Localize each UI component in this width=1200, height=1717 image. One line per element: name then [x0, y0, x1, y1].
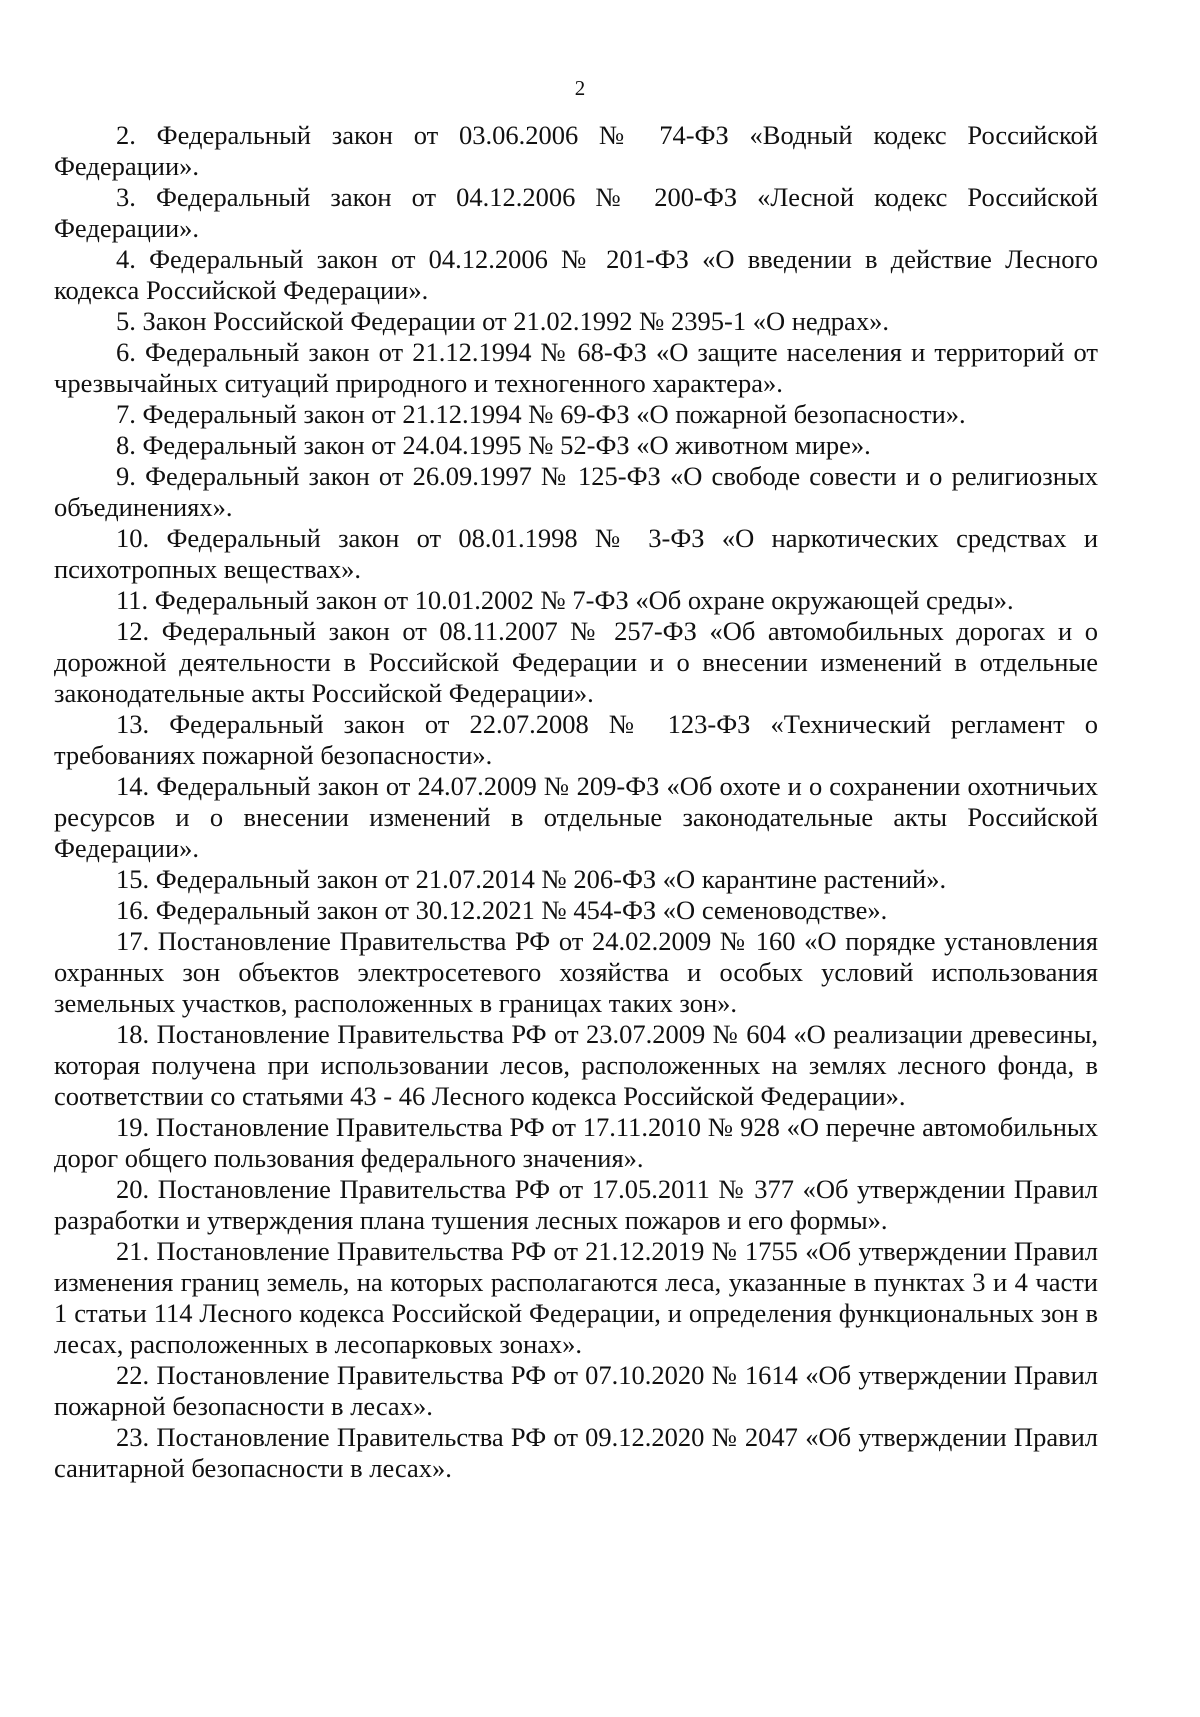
list-item-number: 5.: [116, 306, 136, 336]
list-item-number: 7.: [116, 399, 136, 429]
list-item-text: Федеральный закон от 21.07.2014 № 206-ФЗ «О карантине растений».: [155, 864, 947, 894]
list-item: [54, 895, 1098, 926]
list-item-number: 4.: [116, 244, 136, 274]
list-item-text: Федеральный закон от 04.12.2006 № 201-ФЗ «О введении в действие Лесного кодекса Российской Федерации».: [54, 244, 1099, 305]
list-item: [54, 709, 1098, 771]
list-item: [54, 523, 1098, 585]
list-item-number: 18.: [116, 1019, 150, 1049]
list-item: [54, 120, 1098, 182]
list-item-number: 15.: [116, 864, 150, 894]
list-item-number: 10.: [116, 523, 150, 553]
document-body: [54, 120, 1098, 1484]
list-item: [54, 1174, 1098, 1236]
list-item: [54, 430, 1098, 461]
list-item-number: 19.: [116, 1112, 150, 1142]
list-item: [54, 1236, 1098, 1360]
page-number: 2: [574, 76, 586, 100]
list-item-text: Федеральный закон от 26.09.1997 № 125-ФЗ «О свободе совести и о религиозных объединениях».: [54, 461, 1098, 522]
list-item-number: 6.: [116, 337, 136, 367]
list-item-text: Федеральный закон от 22.07.2008 № 123-ФЗ «Технический регламент о требованиях пожарной безопасности».: [54, 709, 1099, 770]
list-item: [54, 926, 1098, 1019]
list-item-text: Постановление Правительства РФ от 24.02.2009 № 160 «О порядке установления охранных зон объектов электросетевого хозяйства и особых условий использования земельных участков, расположенных в границах таких зон».: [54, 926, 1098, 1018]
list-item-number: 20.: [116, 1174, 150, 1204]
list-item-text: Постановление Правительства РФ от 09.12.2020 № 2047 «Об утверждении Правил санитарной безопасности в лесах».: [54, 1422, 1098, 1483]
list-item-number: 23.: [116, 1422, 150, 1452]
list-item: [54, 306, 1098, 337]
list-item-text: Постановление Правительства РФ от 17.05.2011 № 377 «Об утверждении Правил разработки и утверждения плана тушения лесных пожаров и его формы».: [54, 1174, 1099, 1235]
list-item: [54, 1112, 1098, 1174]
list-item-text: Федеральный закон от 24.04.1995 № 52-ФЗ «О животном мире».: [142, 430, 871, 460]
list-item-number: 13.: [116, 709, 150, 739]
list-item-number: 11.: [116, 585, 149, 615]
list-item-text: Федеральный закон от 04.12.2006 № 200-ФЗ «Лесной кодекс Российской Федерации».: [54, 182, 1098, 243]
list-item-text: Федеральный закон от 21.12.1994 № 69-ФЗ «О пожарной безопасности».: [142, 399, 966, 429]
list-item: [54, 771, 1098, 864]
list-item-number: 21.: [116, 1236, 150, 1266]
list-item-number: 8.: [116, 430, 136, 460]
list-item: [54, 1422, 1098, 1484]
list-item-number: 16.: [116, 895, 150, 925]
list-item-number: 17.: [116, 926, 150, 956]
list-item: [54, 461, 1098, 523]
list-item: [54, 585, 1098, 616]
list-item-text: Федеральный закон от 24.07.2009 № 209-ФЗ «Об охоте и о сохранении охотничьих ресурсов и о внесении изменений в отдельные законодательные акты Российской Федерации».: [54, 771, 1098, 863]
list-item: [54, 1360, 1098, 1422]
list-item: [54, 337, 1098, 399]
list-item-text: Федеральный закон от 08.11.2007 № 257-ФЗ «Об автомобильных дорогах и о дорожной деятельности в Российской Федерации и о внесении изменений в отдельные законодательные акты Российской Федерации».: [54, 616, 1098, 708]
list-item-text: Федеральный закон от 21.12.1994 № 68-ФЗ «О защите населения и территорий от чрезвычайных ситуаций природного и техногенного характера».: [54, 337, 1099, 398]
list-item: [54, 399, 1098, 430]
list-item-text: Федеральный закон от 30.12.2021 № 454-ФЗ «О семеноводстве».: [155, 895, 888, 925]
list-item-number: 12.: [116, 616, 150, 646]
list-item-number: 3.: [116, 182, 136, 212]
list-item: [54, 616, 1098, 709]
list-item-text: Постановление Правительства РФ от 21.12.2019 № 1755 «Об утверждении Правил изменения границ земель, на которых располагаются леса, указанные в пунктах 3 и 4 части 1 статьи 114 Лесного кодекса Российской Федерации, и определения функциональных зон в лесах, расположенных в лесопарковых зонах».: [54, 1236, 1098, 1359]
list-item-text: Закон Российской Федерации от 21.02.1992 № 2395-1 «О недрах».: [142, 306, 889, 336]
list-item: [54, 864, 1098, 895]
list-item: [54, 182, 1098, 244]
list-item-number: 2.: [116, 120, 136, 150]
list-item-text: Федеральный закон от 10.01.2002 № 7-ФЗ «Об охране окружающей среды».: [154, 585, 1014, 615]
list-item-text: Постановление Правительства РФ от 07.10.2020 № 1614 «Об утверждении Правил пожарной безопасности в лесах».: [54, 1360, 1098, 1421]
list-item-text: Федеральный закон от 03.06.2006 № 74-ФЗ «Водный кодекс Российской Федерации».: [54, 120, 1098, 181]
list-item-text: Федеральный закон от 08.01.1998 № 3-ФЗ «О наркотических средствах и психотропных веществах».: [54, 523, 1099, 584]
list-item-text: Постановление Правительства РФ от 17.11.2010 № 928 «О перечне автомобильных дорог общего пользования федерального значения».: [54, 1112, 1098, 1173]
list-item-number: 22.: [116, 1360, 150, 1390]
list-item-number: 14.: [116, 771, 150, 801]
list-item-text: Постановление Правительства РФ от 23.07.2009 № 604 «О реализации древесины, которая получена при использовании лесов, расположенных на землях лесного фонда, в соответствии со статьями 43 - 46 Лесного кодекса Российской Федерации».: [54, 1019, 1099, 1111]
list-item: [54, 1019, 1098, 1112]
list-item-number: 9.: [116, 461, 136, 491]
list-item: [54, 244, 1098, 306]
